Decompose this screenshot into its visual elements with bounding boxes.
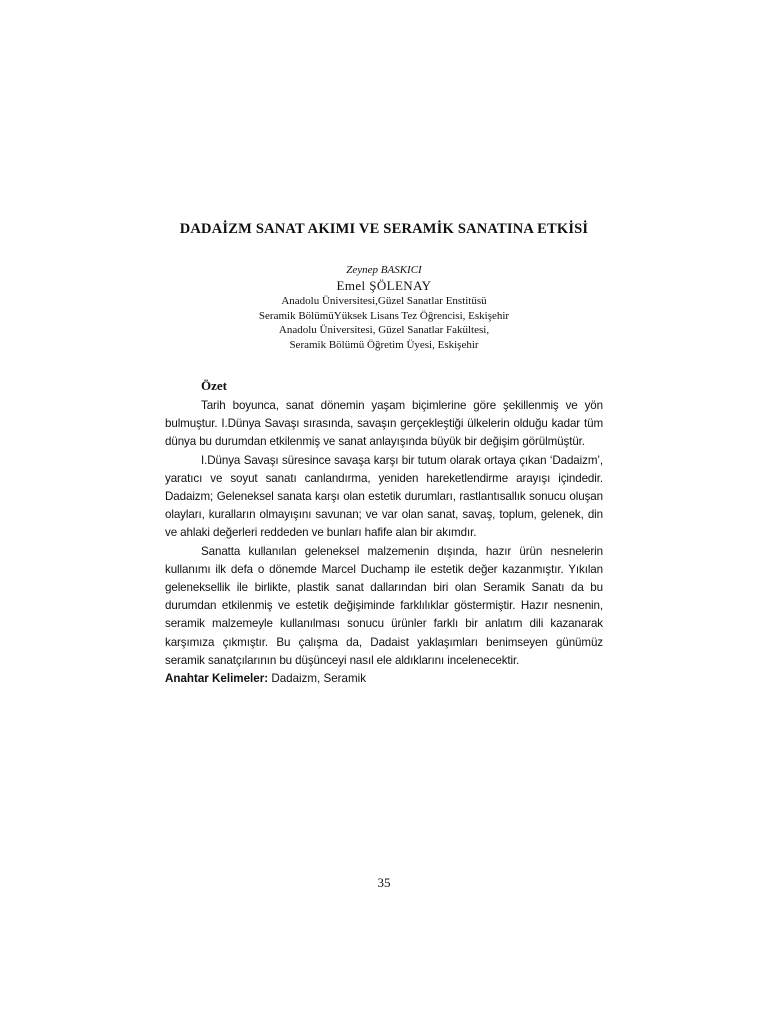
- author-name: Emel ŞÖLENAY: [336, 278, 432, 293]
- author-name: Zeynep BASKICI: [346, 264, 422, 276]
- abstract-paragraph: Sanatta kullanılan geleneksel malzemenin dışında, hazır ürün nesnelerin kullanımı ilk defa o dönemde Marcel Duchamp ile estetik değer kazanmıştır. Yıkılan geleneksellik ile birlikte, plastik sanat dallarından biri olan Seramik Sanatı da bu durumdan etkilenmiş ve estetik değişiminde farklılıklar göstermiştir. Hazır nesnenin, seramik malzemeyle kullanılması sonucu ürünler farklı bir anlatım dili kazanarak karşımıza çıkmıştır. Bu çalışma da, Dadaist yaklaşımları benimseyen günümüz seramik sanatçılarının bu düşünceyi nasıl ele aldıklarını incelenecektir.: [165, 544, 603, 667]
- abstract-heading: Özet: [201, 378, 227, 393]
- affiliation-line: Anadolu Üniversitesi,Güzel Sanatlar Enstitüsü: [281, 295, 487, 307]
- keywords-label: Anahtar Kelimeler:: [165, 672, 269, 686]
- keywords-line: [165, 670, 603, 688]
- author-block: [0, 263, 768, 352]
- affiliation-line: Anadolu Üniversitesi, Güzel Sanatlar Fakültesi,: [278, 324, 490, 336]
- abstract-paragraph: Tarih boyunca, sanat dönemin yaşam biçimlerine göre şekillenmiş ve yön bulmuştur. I.Dünya Savaşı sırasında, savaşın gerçekleştiği ülkelerin olduğu kadar tüm dünya bu durumdan etkilenmiş ve sanat anlayışında büyük bir değişim görülmüştür.: [165, 399, 603, 449]
- page-number: 35: [377, 875, 391, 890]
- paper-title: DADAİZM SANAT AKIMI VE SERAMİK SANATINA ETKİSİ: [179, 221, 589, 237]
- abstract-paragraph: I.Dünya Savaşı süresince savaşa karşı bir tutum olarak ortaya çıkan ‘Dadaizm’, yaratıcı ve soyut sanatı canlandırma, yeniden hareketlendirme arayışı içindedir. Dadaizm; Geleneksel sanata karşı olan estetik durumları, rastlantısallık sonucu oluşan olayları, kuralların olmayışını savunan; ve var olan sanat, savaş, toplum, gelenek, din ve ahlaki değerleri reddeden ve bunları hafife alan bir akımdır.: [165, 453, 603, 540]
- affiliation-line: Seramik Bölümü Öğretim Üyesi, Eskişehir: [289, 338, 479, 351]
- abstract-section: [165, 377, 603, 688]
- affiliation-line: Seramik BölümüYüksek Lisans Tez Öğrencisi, Eskişehir: [258, 309, 510, 322]
- keywords-value: Dadaizm, Seramik: [268, 672, 367, 686]
